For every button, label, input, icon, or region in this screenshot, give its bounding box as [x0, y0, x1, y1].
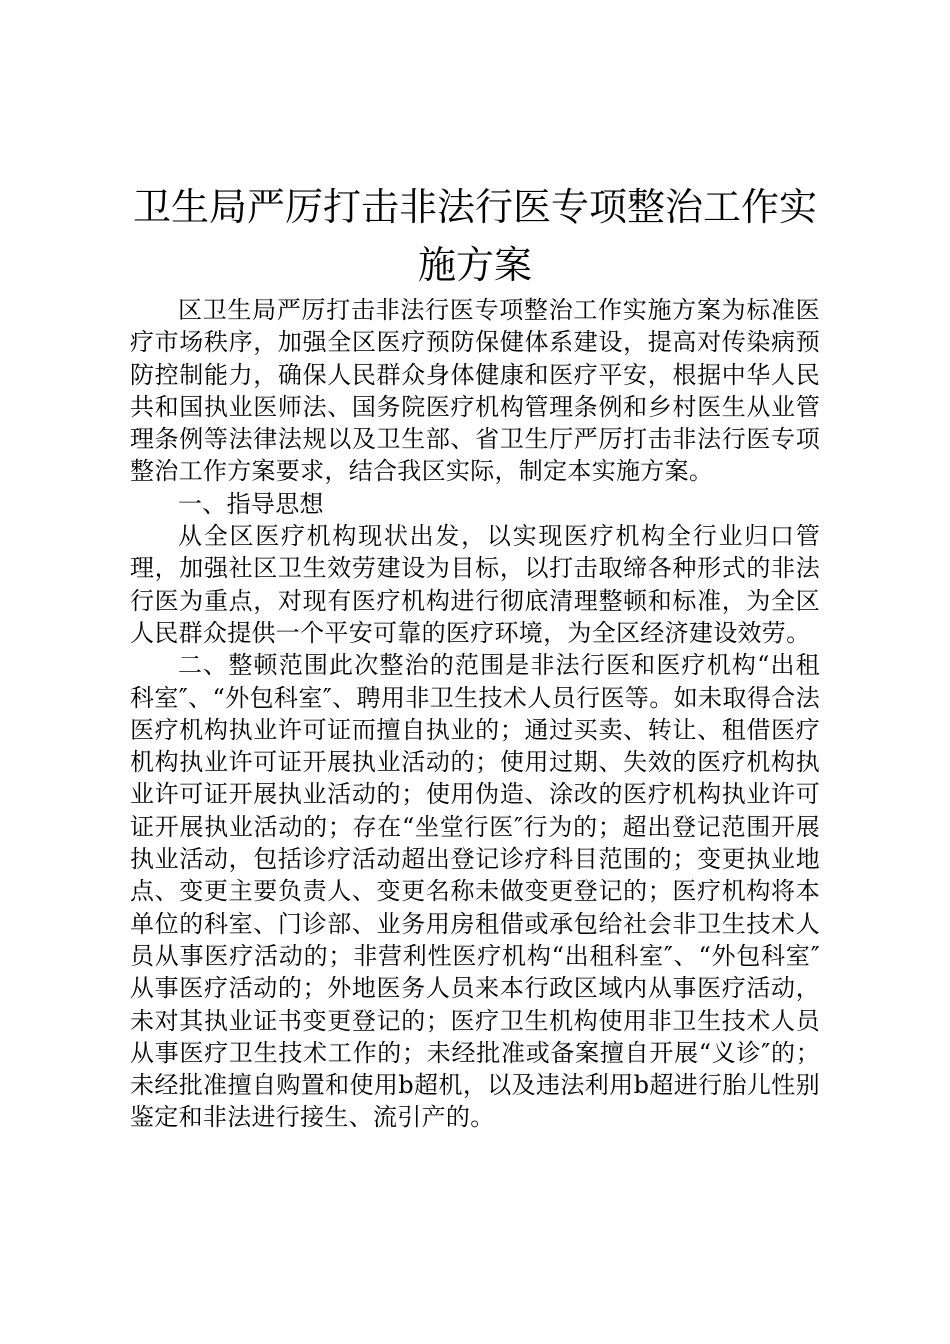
guiding-ideology-paragraph: 从全区医疗机构现状出发，以实现医疗机构全行业归口管理，加强社区卫生效劳建设为目标，以打击取缔各种形式的非法行医为重点，对现有医疗机构进行彻底清理整顿和标准，为全区人民群众提供一个平安可靠的医疗环境，为全区经济建设效劳。 [130, 522, 820, 647]
intro-paragraph: 区卫生局严厉打击非法行医专项整治工作实施方案为标准医疗市场秩序，加强全区医疗预防保健体系建设，提高对传染病预防控制能力，确保人民群众身体健康和医疗平安，根据中华人民共和国执业医师法、国务院医疗机构管理条例和乡村医生从业管理条例等法律法规以及卫生部、省卫生厅严厉打击非法行医专项整治工作方案要求，结合我区实际，制定本实施方案。 [130, 296, 820, 486]
document-title: 卫生局严厉打击非法行医专项整治工作实施方案 [132, 185, 817, 287]
rectification-scope-paragraph: 二、整顿范围此次整治的范围是非法行医和医疗机构“出租科室″、“外包科室″、聘用非卫生技术人员行医等。如未取得合法医疗机构执业许可证而擅自执业的；通过买卖、转让、租借医疗机构执业许可证开展执业活动的；使用过期、失效的医疗机构执业许可证开展执业活动的；使用伪造、涂改的医疗机构执业许可证开展执业活动的；存在“坐堂行医″行为的；超出登记范围开展执业活动，包括诊疗活动超出登记诊疗科目范围的；变更执业地点、变更主要负责人、变更名称未做变更登记的；医疗机构将本单位的科室、门诊部、业务用房租借或承包给社会非卫生技术人员从事医疗活动的；非营利性医疗机构“出租科室″、“外包科室″从事医疗活动的；外地医务人员来本行政区域内从事医疗活动，未对其执业证书变更登记的；医疗卫生机构使用非卫生技术人员从事医疗卫生技术工作的；未经批准或备案擅自开展“义诊″的；未经批准擅自购置和使用b超机，以及违法利用b超进行胎儿性别鉴定和非法进行接生、流引产的。 [130, 651, 820, 1132]
section-heading-guiding-ideology: 一、指导思想 [178, 489, 324, 518]
document-body [130, 294, 820, 1134]
